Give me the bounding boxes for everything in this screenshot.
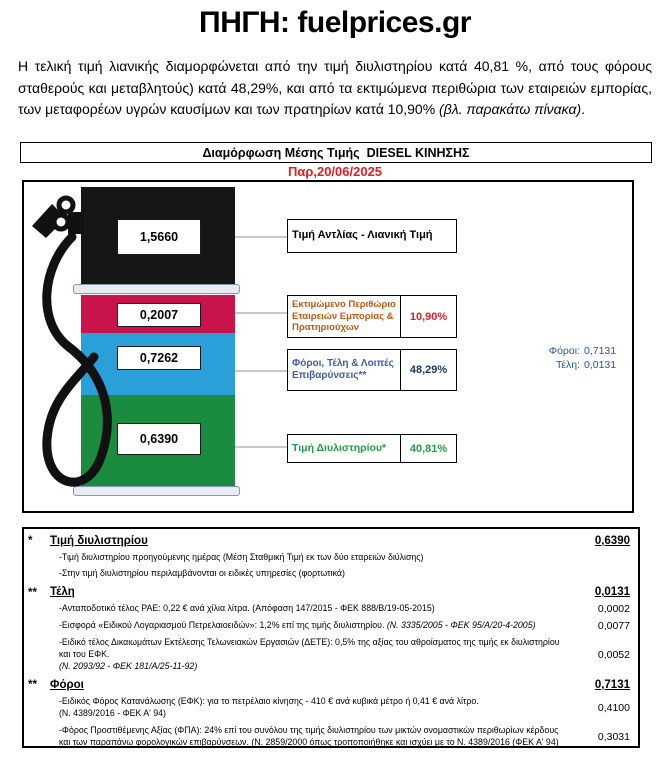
row-label: -Εισφορά «Ειδικού Λογαριασμού Πετρελαιοειδών»: 1,2% επί της τιμής διυλιστηρίου. (Ν. 3335/2005 - ΦΕΚ 95/Α/20-4-2005) xyxy=(59,620,536,631)
table-sub-row xyxy=(28,549,632,566)
intro-paragraph xyxy=(18,56,652,121)
pump-price-total: 1,5660 xyxy=(117,219,201,255)
row-label: Τέλη xyxy=(50,586,75,599)
table-sub-row xyxy=(28,566,632,583)
row-value: 0,0002 xyxy=(597,603,630,616)
connector-line-taxes xyxy=(235,370,287,372)
taxes-percent: 48,29% xyxy=(400,350,456,390)
intro-text: Η τελική τιμή λιανικής διαμορφώνεται από την τιμή διυλιστηρίου κατά 40,81 %, από τους φόρους σταθερούς και μεταβλητούς) κατά 48,29%, και από τα εκτιμώμενα περιθώρια των εταιρειών εμπορίας, των μεταφορέων υγρών καυσίμων και των πρατηρίων κατά 10,90% xyxy=(18,58,652,118)
breakdown-table xyxy=(22,527,640,748)
row-marker: * xyxy=(28,535,33,547)
margin-percent: 10,90% xyxy=(400,296,456,337)
fuel-pump-diagram xyxy=(22,180,634,513)
label-box-taxes xyxy=(287,349,457,391)
side-fees-label: Τέλη: xyxy=(556,359,580,371)
table-header-row xyxy=(28,675,632,693)
row-marker: ** xyxy=(28,586,37,599)
row-marker xyxy=(28,736,50,737)
side-values xyxy=(532,345,634,371)
date-label: Παρ,20/06/2025 xyxy=(287,164,383,179)
row-label: -Τιμή διυλιστηρίου προηγούμενης ημέρας (Μέση Σταθμική Τιμή εκ των δύο εταρειών διύλισης) xyxy=(59,551,424,562)
row-marker: ** xyxy=(28,679,37,692)
pump-price-margin: 0,2007 xyxy=(117,303,201,327)
row-label: -Ειδικό τέλος Δικαιωμάτων Εκτέλεσης Τελωνειακών Εργασιών (ΔΕΤΕ): 0,5% της αξίας του αθροίσματος της τιμής εκ διυλιστηρίου και του ΕΦΚ. (Ν. 2093/92 - ΦΕΚ 181/Α/25-11-92) xyxy=(59,637,560,671)
table-sub-row xyxy=(28,601,632,618)
row-marker xyxy=(28,655,50,656)
table-sub-row xyxy=(28,693,632,722)
row-value: 0,6390 xyxy=(594,534,630,547)
row-marker xyxy=(28,707,50,708)
table-header-row xyxy=(28,531,632,549)
row-marker xyxy=(28,626,50,627)
diagram-title-box xyxy=(20,142,652,163)
label-box-margin xyxy=(287,295,457,338)
retail-price-label: Τιμή Αντλίας - Λιανική Τιμή xyxy=(292,229,433,242)
row-value: 0,0052 xyxy=(597,649,630,662)
label-box-refinery xyxy=(287,434,457,463)
margin-label: Εκτιμώμενο Περιθώριο Εταιρειών Εμπορίας & Πρατηριούχων xyxy=(292,299,396,334)
side-taxes-value: 0,7131 xyxy=(584,345,617,357)
label-box-retail-price xyxy=(287,219,457,253)
row-label: Φόροι xyxy=(50,678,84,691)
pump-divider-top xyxy=(73,284,240,294)
row-label: -Ειδικός Φόρος Κατανάλωσης (ΕΦΚ): για το πετρέλαιο κίνησης - 410 € ανά κυβικά μέτρο ή 0,41 € ανά λίτρο. (Ν. 4389/2016 - ΦΕΚ Α' 94) xyxy=(59,695,479,718)
row-value: 0,7131 xyxy=(594,678,630,691)
table-sub-row xyxy=(28,722,632,751)
table-sub-row xyxy=(28,635,632,676)
page-title: ΠΗΓΗ: fuelprices.gr xyxy=(199,6,471,39)
row-value: 0,0131 xyxy=(594,586,630,599)
connector-line-total xyxy=(235,236,287,238)
row-marker xyxy=(28,609,50,610)
row-marker xyxy=(28,574,50,575)
row-label: -Στην τιμή διυλιστηρίου περιλαμβάνονται οι ειδικές υπηρεσίες (φορτωτικά) xyxy=(59,568,345,579)
row-value: 0,0077 xyxy=(597,620,630,633)
intro-italic-note: (βλ. παρακάτω πίνακα) xyxy=(439,101,582,118)
row-value: 0,4100 xyxy=(597,701,630,714)
pump-price-taxes: 0,7262 xyxy=(117,346,201,370)
row-label: -Φόρος Προστιθέμενης Αξίας (ΦΠΑ): 24% επί του συνόλου της τιμής διυλιστηρίου των μικτών ονομαστικών περιθωρίων κέρδους και των παραπάνω φορολογικών επιβαρύνσεων. (Ν. 2859/2000 όπως τροποποιήθηκε και ισχύει με το Ν. 4389/2016 (ΦΕΚ Α' 94) xyxy=(59,724,559,747)
connector-line-margin xyxy=(235,312,287,314)
table-header-row xyxy=(28,583,632,601)
refinery-percent: 40,81% xyxy=(400,435,456,462)
taxes-label: Φόροι, Τέλη & Λοιπές Επιβαρύνσεις** xyxy=(292,357,394,381)
row-label: -Ανταποδοτικό τέλος ΡΑΕ: 0,22 € ανά χίλια λίτρα. (Απόφαση 147/2015 - ΦΕΚ 888/Β/19-05-2015) xyxy=(59,603,435,614)
side-taxes-label: Φόροι: xyxy=(548,345,580,357)
table-sub-row xyxy=(28,618,632,635)
refinery-label: Τιμή Διυλιστηρίου* xyxy=(292,442,387,455)
row-value: 0,3031 xyxy=(597,730,630,743)
connector-line-refinery xyxy=(235,446,287,448)
pump-divider-bottom xyxy=(73,486,240,496)
side-fees-value: 0,0131 xyxy=(584,359,617,371)
pump-price-refinery: 0,6390 xyxy=(117,423,201,455)
diagram-title: Διαμόρφωση Μέσης Τιμής DIESEL ΚΙΝΗΣΗΣ xyxy=(202,145,470,160)
row-label: Τιμή διυλιστηρίου xyxy=(50,534,148,547)
intro-period: . xyxy=(581,101,586,118)
row-marker xyxy=(28,557,50,558)
